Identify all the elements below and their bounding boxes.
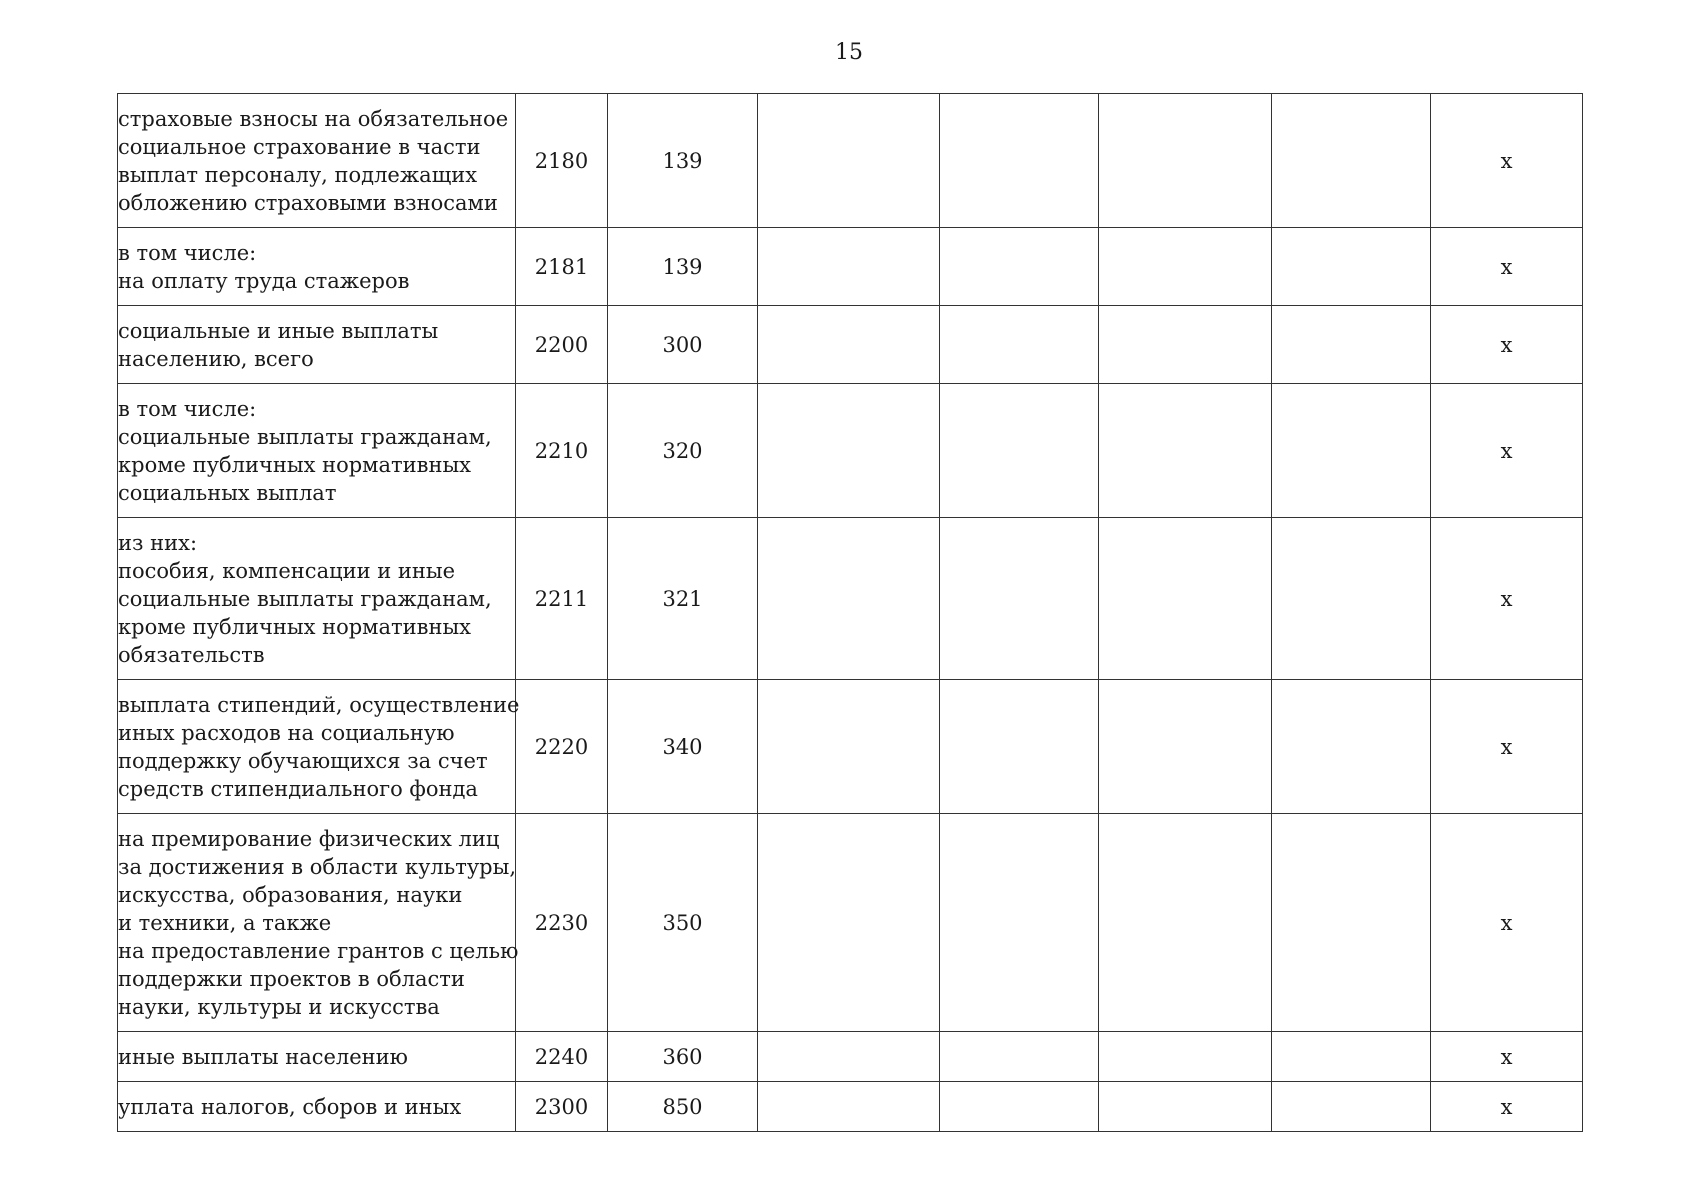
empty-cell (1272, 1032, 1431, 1082)
row-description (118, 1082, 516, 1132)
empty-cell (940, 1032, 1099, 1082)
row-description (118, 814, 519, 1032)
x-mark: x (1431, 1032, 1583, 1082)
table-row (118, 1082, 1583, 1132)
table-row (118, 518, 1583, 680)
description-line: искусства, образования, науки (118, 882, 463, 907)
empty-cell (940, 814, 1099, 1032)
empty-cell (1099, 680, 1272, 814)
description-line: науки, культуры и искусства (118, 994, 440, 1019)
table-row (118, 228, 1583, 306)
empty-cell (940, 518, 1099, 680)
description-line: социальных выплат (118, 480, 337, 505)
row-code: 2211 (516, 518, 608, 680)
row-code: 2230 (516, 814, 608, 1032)
empty-cell (1099, 228, 1272, 306)
empty-cell (1099, 518, 1272, 680)
kbk-code: 350 (608, 814, 758, 1032)
kbk-code: 300 (608, 306, 758, 384)
empty-cell (940, 680, 1099, 814)
description-line: социальные и иные выплаты (118, 318, 439, 343)
empty-cell (1272, 814, 1431, 1032)
kbk-code: 139 (608, 94, 758, 228)
page-number: 15 (835, 40, 863, 65)
empty-cell (1099, 814, 1272, 1032)
description-line: социальные выплаты гражданам, (118, 424, 492, 449)
empty-cell (1099, 1082, 1272, 1132)
empty-cell (758, 384, 940, 518)
kbk-code: 320 (608, 384, 758, 518)
description-line: на оплату труда стажеров (118, 268, 410, 293)
table-row (118, 384, 1583, 518)
description-line: уплата налогов, сборов и иных (118, 1094, 462, 1119)
row-description (118, 228, 516, 306)
empty-cell (1099, 306, 1272, 384)
table-row (118, 306, 1583, 384)
description-line: обложению страховыми взносами (118, 190, 498, 215)
empty-cell (940, 306, 1099, 384)
description-line: социальное страхование в части (118, 134, 481, 159)
table-row (118, 94, 1583, 228)
empty-cell (1099, 94, 1272, 228)
table-row (118, 1032, 1583, 1082)
empty-cell (758, 518, 940, 680)
x-mark: x (1431, 228, 1583, 306)
x-mark: x (1431, 94, 1583, 228)
empty-cell (1272, 94, 1431, 228)
empty-cell (940, 384, 1099, 518)
description-line: поддержки проектов в области (118, 966, 465, 991)
description-line: выплат персоналу, подлежащих (118, 162, 478, 187)
description-line: выплата стипендий, осуществление (118, 692, 520, 717)
row-code: 2220 (516, 680, 608, 814)
empty-cell (1272, 680, 1431, 814)
row-description (118, 94, 516, 228)
description-line: пособия, компенсации и иные (118, 558, 456, 583)
row-code: 2181 (516, 228, 608, 306)
description-line: на предоставление грантов с целью (118, 938, 519, 963)
empty-cell (1272, 384, 1431, 518)
empty-cell (758, 680, 940, 814)
description-line: поддержку обучающихся за счет (118, 748, 488, 773)
x-mark: x (1431, 1082, 1583, 1132)
kbk-code: 850 (608, 1082, 758, 1132)
row-code: 2300 (516, 1082, 608, 1132)
budget-table (117, 93, 1583, 1132)
table-row (118, 680, 1583, 814)
row-description (118, 306, 516, 384)
empty-cell (1099, 1032, 1272, 1082)
description-line: на премирование физических лиц (118, 826, 500, 851)
description-line: населению, всего (118, 346, 314, 371)
description-line: и техники, а также (118, 910, 332, 935)
empty-cell (1272, 1082, 1431, 1132)
table-row (118, 814, 1583, 1032)
description-line: страховые взносы на обязательное (118, 106, 509, 131)
row-code: 2200 (516, 306, 608, 384)
x-mark: x (1431, 384, 1583, 518)
empty-cell (758, 814, 940, 1032)
kbk-code: 321 (608, 518, 758, 680)
x-mark: x (1431, 518, 1583, 680)
empty-cell (1272, 306, 1431, 384)
description-line: кроме публичных нормативных (118, 452, 472, 477)
row-description (118, 1032, 516, 1082)
kbk-code: 340 (608, 680, 758, 814)
empty-cell (940, 1082, 1099, 1132)
x-mark: x (1431, 680, 1583, 814)
empty-cell (758, 1032, 940, 1082)
row-code: 2210 (516, 384, 608, 518)
kbk-code: 139 (608, 228, 758, 306)
empty-cell (1099, 384, 1272, 518)
row-code: 2180 (516, 94, 608, 228)
kbk-code: 360 (608, 1032, 758, 1082)
table-body (118, 94, 1583, 1132)
empty-cell (1272, 518, 1431, 680)
description-line: кроме публичных нормативных (118, 614, 472, 639)
description-line: средств стипендиального фонда (118, 776, 478, 801)
empty-cell (1272, 228, 1431, 306)
x-mark: x (1431, 814, 1583, 1032)
description-line: иные выплаты населению (118, 1044, 408, 1069)
empty-cell (940, 228, 1099, 306)
row-description (118, 680, 520, 814)
description-line: иных расходов на социальную (118, 720, 455, 745)
empty-cell (758, 94, 940, 228)
description-line: в том числе: (118, 240, 257, 265)
empty-cell (758, 228, 940, 306)
row-code: 2240 (516, 1032, 608, 1082)
row-description (118, 518, 516, 680)
description-line: за достижения в области культуры, (118, 854, 517, 879)
description-line: из них: (118, 530, 198, 555)
empty-cell (758, 1082, 940, 1132)
x-mark: x (1431, 306, 1583, 384)
description-line: обязательств (118, 642, 265, 667)
description-line: социальные выплаты гражданам, (118, 586, 492, 611)
empty-cell (940, 94, 1099, 228)
row-description (118, 384, 516, 518)
empty-cell (758, 306, 940, 384)
description-line: в том числе: (118, 396, 257, 421)
